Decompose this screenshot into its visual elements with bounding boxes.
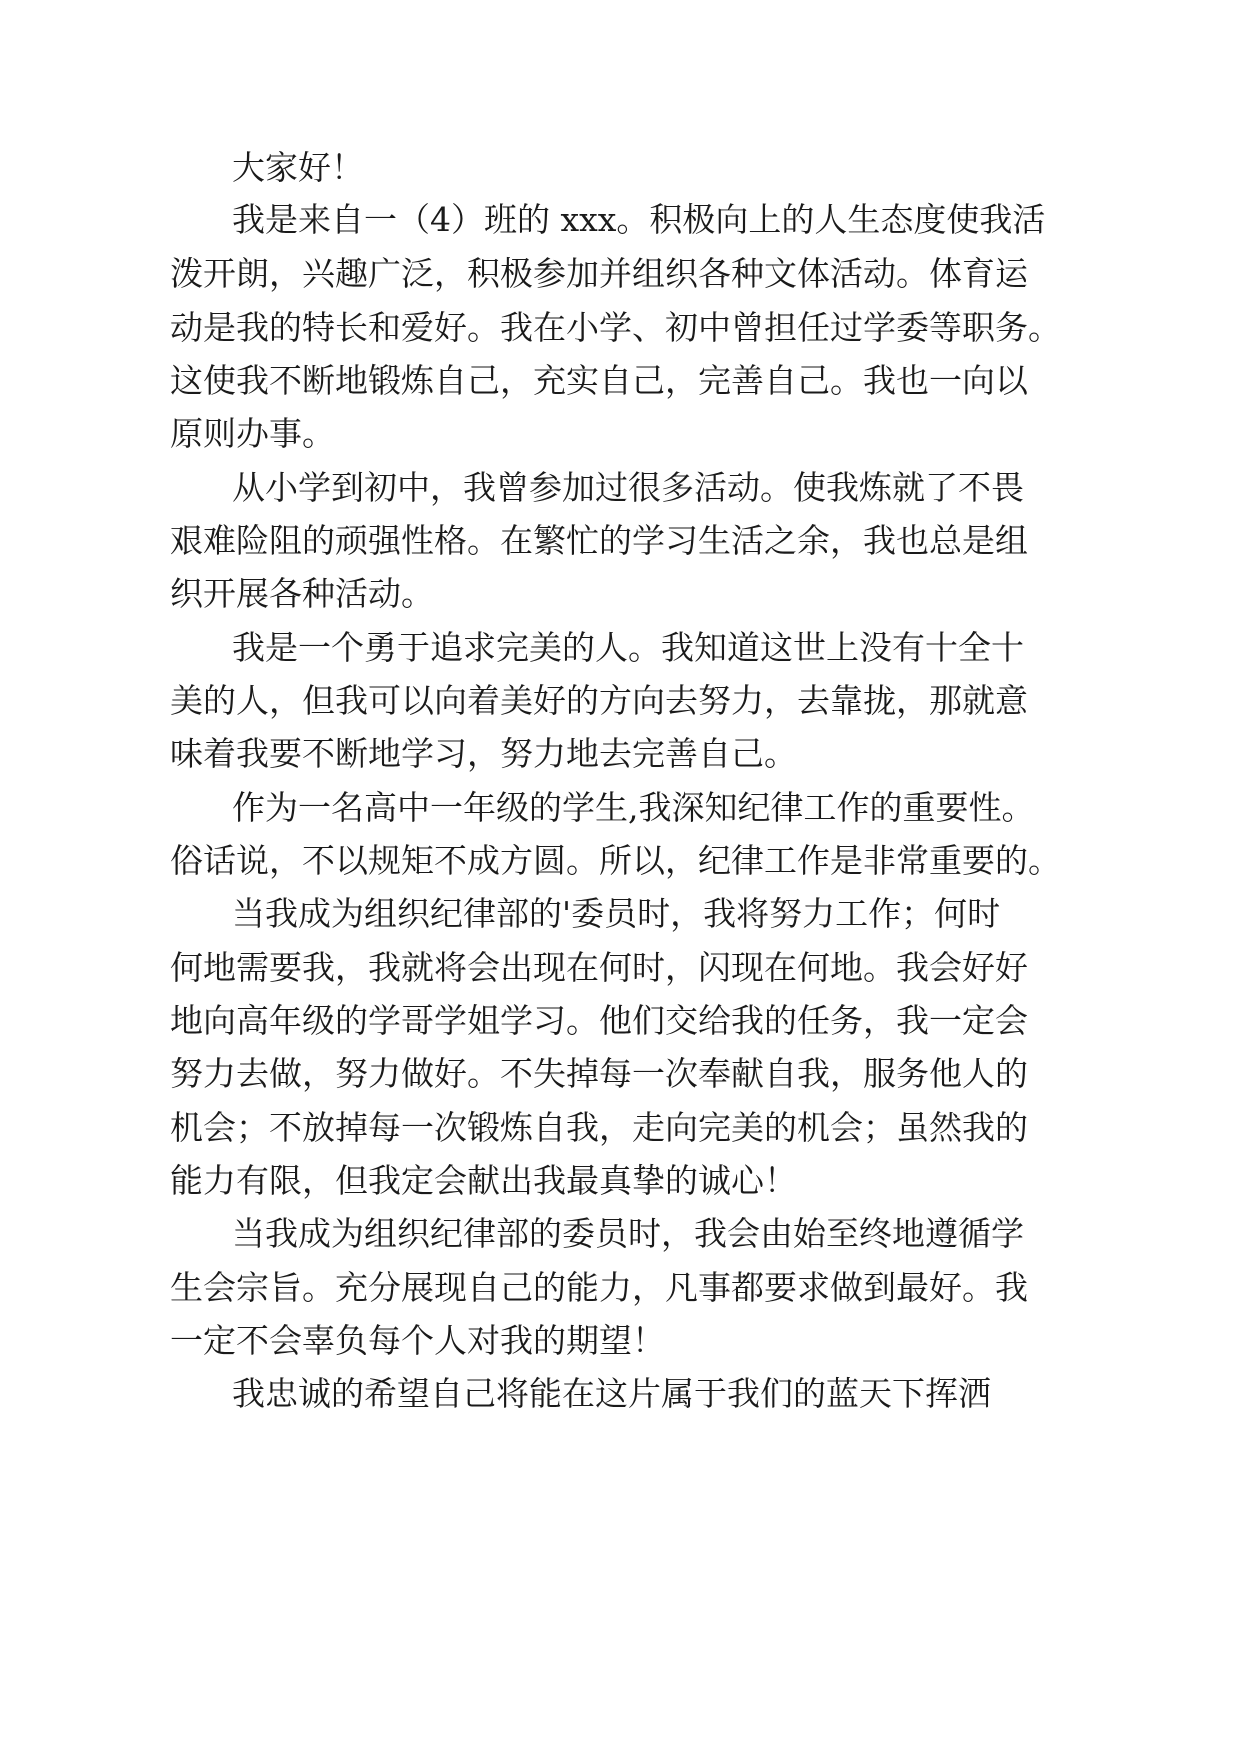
p5-line0: 当我成为组织纪律部的'委员时，我将努力工作；何时 bbox=[232, 894, 1001, 933]
p2-line1: 艰难险阻的顽强性格。在繁忙的学习生活之余，我也总是组 bbox=[170, 521, 1028, 560]
p6-line0: 当我成为组织纪律部的委员时，我会由始至终地遵循学 bbox=[232, 1214, 1024, 1253]
p3-line0: 我是一个勇于追求完美的人。我知道这世上没有十全十 bbox=[232, 628, 1024, 667]
p1-line4: 原则办事。 bbox=[170, 414, 335, 453]
p6-line2: 一定不会辜负每个人对我的期望！ bbox=[170, 1321, 665, 1360]
p0-line0: 大家好！ bbox=[232, 148, 364, 187]
p4-line1: 俗话说，不以规矩不成方圆。所以，纪律工作是非常重要的。 bbox=[170, 841, 1061, 880]
p1-line0: 我是来自一（4）班的 xxx。积极向上的人生态度使我活 bbox=[232, 200, 1046, 239]
p5-line5: 能力有限，但我定会献出我最真挚的诚心！ bbox=[170, 1161, 797, 1200]
p1-line1: 泼开朗，兴趣广泛，积极参加并组织各种文体活动。体育运 bbox=[170, 254, 1028, 293]
p5-line3: 努力去做，努力做好。不失掉每一次奉献自我，服务他人的 bbox=[170, 1054, 1028, 1093]
p2-line2: 织开展各种活动。 bbox=[170, 574, 434, 613]
p4-line0: 作为一名高中一年级的学生,我深知纪律工作的重要性。 bbox=[232, 788, 1035, 827]
p5-line1: 何地需要我，我就将会出现在何时，闪现在何地。我会好好 bbox=[170, 948, 1028, 987]
p5-line2: 地向高年级的学哥学姐学习。他们交给我的任务，我一定会 bbox=[170, 1001, 1028, 1040]
p5-line4: 机会；不放掉每一次锻炼自我，走向完美的机会；虽然我的 bbox=[170, 1108, 1028, 1147]
p3-line2: 味着我要不断地学习，努力地去完善自己。 bbox=[170, 734, 797, 773]
p3-line1: 美的人，但我可以向着美好的方向去努力，去靠拢，那就意 bbox=[170, 681, 1028, 720]
p1-line3: 这使我不断地锻炼自己，充实自己，完善自己。我也一向以 bbox=[170, 361, 1028, 400]
p2-line0: 从小学到初中，我曾参加过很多活动。使我炼就了不畏 bbox=[232, 468, 1024, 507]
p1-line2: 动是我的特长和爱好。我在小学、初中曾担任过学委等职务。 bbox=[170, 308, 1061, 347]
p7-line0: 我忠诚的希望自己将能在这片属于我们的蓝天下挥洒 bbox=[232, 1374, 991, 1413]
p6-line1: 生会宗旨。充分展现自己的能力，凡事都要求做到最好。我 bbox=[170, 1268, 1028, 1307]
